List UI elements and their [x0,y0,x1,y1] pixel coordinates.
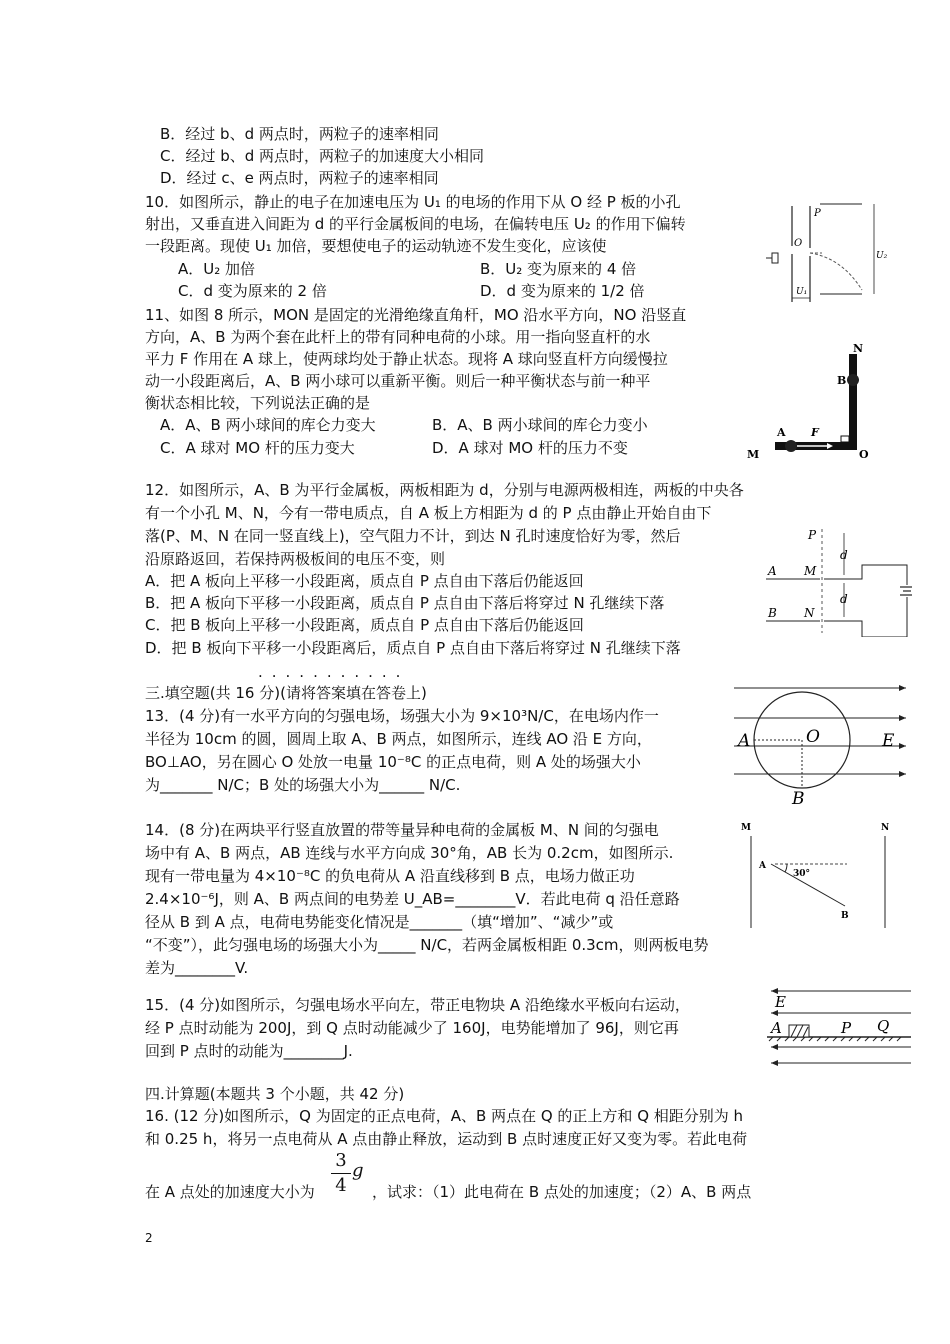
q15-line-1: 15．(4 分)如图所示，匀强电场水平向左，带正电物块 A 沿绝缘水平板向右运动， [145,996,690,1014]
q10-option-c: C．d 变为原来的 2 倍 [178,282,327,300]
q12-fig-label-n: N [804,606,815,620]
q13-line-2: 半径为 10cm 的圆，圆周上取 A、B 两点，如图所示，连线 AO 沿 E 方向， [145,730,652,748]
q11-figure [745,340,880,465]
q11-line-5: 衡状态相比较，下列说法正确的是 [145,394,371,412]
q15-fig-label-e: E [775,993,786,1011]
q14-line-2: 场中有 A、B 两点，AB 连线与水平方向成 30°角，AB 长为 0.2cm，如图所示. [145,844,674,862]
fraction-numerator: 3 [335,1150,347,1171]
q10-line-3: 一段距离。现使 U₁ 加倍，要想使电子的运动轨迹不发生变化，应该使 [145,237,607,255]
emphasis-dots: ........... [258,663,410,681]
q11-option-a: A．A、B 两小球间的库仑力变大 [160,416,376,434]
q14-fig-label-n: N [881,823,890,833]
q13-figure [732,678,910,808]
q15-fig-label-p: P [841,1019,852,1037]
fraction-g: g [352,1160,364,1181]
q13-line-1: 13．(4 分)有一水平方向的匀强电场，场强大小为 9×10³N/C，在电场内作一 [145,707,659,725]
q15-fig-label-q: Q [877,1017,890,1035]
q11-line-4: 动一小段距离后，A、B 两小球可以重新平衡。则后一种平衡状态与前一种平 [145,372,651,390]
q9-option-d: D．经过 c、e 两点时，两粒子的速率相同 [160,169,439,187]
q13-fig-label-o: O [806,727,820,747]
q12-option-c: C．把 B 板向上平移一小段距离，质点自 P 点自由下落后仍能返回 [145,616,584,634]
q12-fig-label-d2: d [840,592,848,606]
q15-fig-label-a: A [771,1019,782,1037]
q11-fig-label-b: B [837,374,847,387]
q14-fig-label-m: M [741,823,751,833]
q11-fig-label-a: A [777,426,786,439]
q12-figure [762,525,912,637]
q9-option-c: C．经过 b、d 两点时，两粒子的加速度大小相同 [160,147,485,165]
q12-line-3: 落(P、M、N 在同一竖直线上)，空气阻力不计，到达 N 孔时速度恰好为零，然后 [145,527,681,545]
q16-line-3a: 在 A 点处的加速度大小为 [145,1183,315,1201]
q10-line-2: 射出，又垂直进入间距为 d 的平行金属板间的电场，在偏转电压 U₂ 的作用下偏转 [145,215,686,233]
q14-figure [735,818,895,930]
q12-fig-label-d1: d [840,548,848,562]
q12-line-1: 12．如图所示，A、B 为平行金属板，两板相距为 d，分别与电源两极相连，两板的中央各 [145,481,744,499]
q12-option-b: B．把 A 板向下平移一小段距离，质点自 P 点自由下落后将穿过 N 孔继续下落 [145,594,665,612]
q14-line-7: 差为________V. [145,959,249,977]
q14-fig-label-b: B [841,911,849,921]
q16-line-3b: ，试求：（1）此电荷在 B 点处的加速度；（2）A、B 两点 [372,1183,752,1201]
q12-line-4: 沿原路返回，若保持两极板间的电压不变，则 [145,550,446,568]
q11-option-b: B．A、B 两小球间的库仑力变小 [432,416,648,434]
q15-line-2: 经 P 点时动能为 200J，到 Q 点时动能减少了 160J，电势能增加了 96J，则它再 [145,1019,679,1037]
page-number: 2 [145,1231,153,1245]
q10-fig-label-o: O [794,238,803,249]
q11-line-2: 方向，A、B 为两个套在此杆上的带有同种电荷的小球。用一指向竖直杆的水 [145,328,651,346]
q13-fig-label-e: E [882,731,895,751]
q13-fig-label-a: A [738,731,751,751]
section-3-title: 三.填空题(共 16 分)(请将答案填在答卷上) [145,684,427,702]
q10-fig-label-p: P [814,208,821,219]
q16-line-2: 和 0.25 h，将另一点电荷从 A 点由静止释放，运动到 B 点时速度正好又变为零。若此电荷 [145,1130,748,1148]
fraction-denominator: 4 [335,1175,347,1196]
q14-fig-label-angle: 30° [793,869,811,879]
q11-fig-label-o: O [859,448,869,461]
q11-line-1: 11、如图 8 所示，MON 是固定的光滑绝缘直角杆，MO 沿水平方向，NO 沿竖直 [145,306,687,324]
q12-fig-label-p: P [808,528,817,542]
q12-fig-label-m: M [804,564,817,578]
section-4-title: 四.计算题(本题共 3 个小题，共 42 分) [145,1085,405,1103]
q11-line-3: 平力 F 作用在 A 球上，使两球均处于静止状态。现将 A 球向竖直杆方向缓慢拉 [145,350,668,368]
q13-fig-label-b: B [792,789,805,808]
q12-option-a: A．把 A 板向上平移一小段距离，质点自 P 点自由下落后仍能返回 [145,572,584,590]
q14-line-3: 现有一带电量为 4×10⁻⁸C 的负电荷从 A 沿直线移到 B 点，电场力做正功 [145,867,635,885]
q10-fig-label-u1: U₁ [796,287,808,297]
q10-fig-label-u2: U₂ [876,251,888,261]
q11-fig-label-f: F [811,426,819,439]
q11-fig-label-m: M [747,448,760,461]
q13-line-4: 为_______ N/C；B 处的场强大小为______ N/C. [145,776,461,794]
q16-fraction [330,1150,352,1197]
q10-line-1: 10．如图所示，静止的电子在加速电压为 U₁ 的电场的作用下从 O 经 P 板的小孔 [145,193,681,211]
q12-fig-label-a: A [768,564,777,578]
q11-fig-label-n: N [853,342,864,355]
q15-figure [765,985,913,1067]
q14-line-4: 2.4×10⁻⁶J，则 A、B 两点间的电势差 U_AB=________V．若此电荷 q 沿任意路 [145,890,680,908]
q10-option-a: A．U₂ 加倍 [178,260,256,278]
q15-line-3: 回到 P 点时的动能为________J. [145,1042,353,1060]
q14-line-5: 径从 B 到 A 点，电荷电势能变化情况是_______（填“增加”、“减少”或 [145,913,614,931]
q10-option-b: B．U₂ 变为原来的 4 倍 [480,260,637,278]
q10-figure [762,198,892,310]
q9-option-b: B．经过 b、d 两点时，两粒子的速率相同 [160,125,439,143]
q13-line-3: BO⊥AO，另在圆心 O 处放一电量 10⁻⁸C 的正点电荷，则 A 处的场强大小 [145,753,641,771]
q12-option-d: D．把 B 板向下平移一小段距离后，质点自 P 点自由下落后将穿过 N 孔继续下落 [145,639,681,657]
q10-option-d: D．d 变为原来的 1/2 倍 [480,282,645,300]
q14-line-6: “不变”），此匀强电场的场强大小为_____ N/C，若两金属板相距 0.3cm，则两板电势 [145,936,709,954]
q11-option-d: D．A 球对 MO 杆的压力不变 [432,439,628,457]
q14-fig-label-a: A [759,861,766,871]
q16-line-1: 16. (12 分)如图所示，Q 为固定的正点电荷，A、B 两点在 Q 的正上方和 Q 相距分别为 h [145,1107,744,1125]
q12-line-2: 有一个小孔 M、N，今有一带电质点，自 A 板上方相距为 d 的 P 点由静止开始自由下 [145,504,712,522]
q11-option-c: C．A 球对 MO 杆的压力变大 [160,439,355,457]
q14-line-1: 14．(8 分)在两块平行竖直放置的带等量异种电荷的金属板 M、N 间的匀强电 [145,821,659,839]
q12-fig-label-b: B [768,606,777,620]
